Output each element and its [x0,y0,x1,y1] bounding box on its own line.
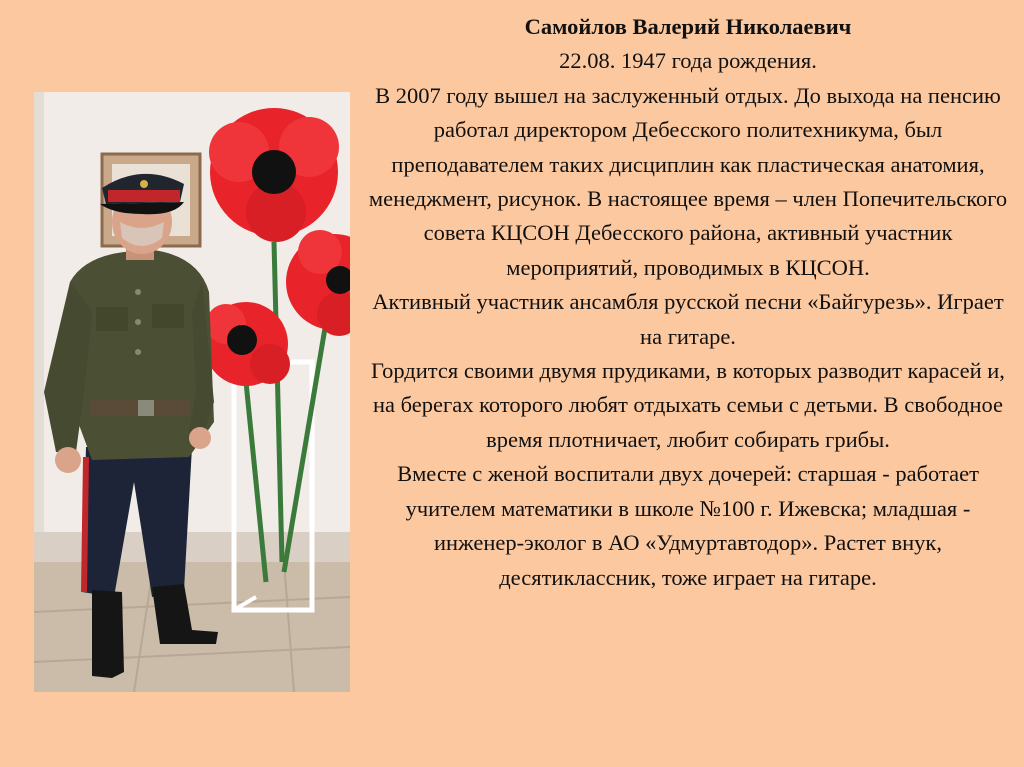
birth-date: 22.08. 1947 года рождения. [559,48,817,74]
biography-paragraph-hobbies: Гордится своими двумя прудиками, в которых разводит карасей и, на берегах которого любят отдыхать семьи с детьми. В свободное время плотничает, любит собирать грибы. [371,358,1005,452]
biography-paragraph-ensemble: Активный участник ансамбля русской песни «Байгурезь». Играет на гитаре. [372,289,1004,349]
biography-paragraph-family: Вместе с женой воспитали двух дочерей: старшая - работает учителем математики в школе №100 г. Ижевска; младшая - инженер-эколог в АО «Удмуртавтодор». Растет внук, десятиклассник, тоже играет на гитаре. [397,461,979,590]
biography-paragraph-career: В 2007 году вышел на заслуженный отдых. До выхода на пенсию работал директором Дебесского политехникума, был преподавателем таких дисциплин как пластическая анатомия, менеджмент, рисунок. В настоящее время – член Попечительского совета КЦСОН Дебесского района, активный участник мероприятий, проводимых в КЦСОН. [368,82,1008,280]
person-name: Самойлов Валерий Николаевич [524,14,852,39]
portrait-photo [34,92,350,692]
biography-text [362,10,1014,595]
portrait-illustration [34,92,350,692]
